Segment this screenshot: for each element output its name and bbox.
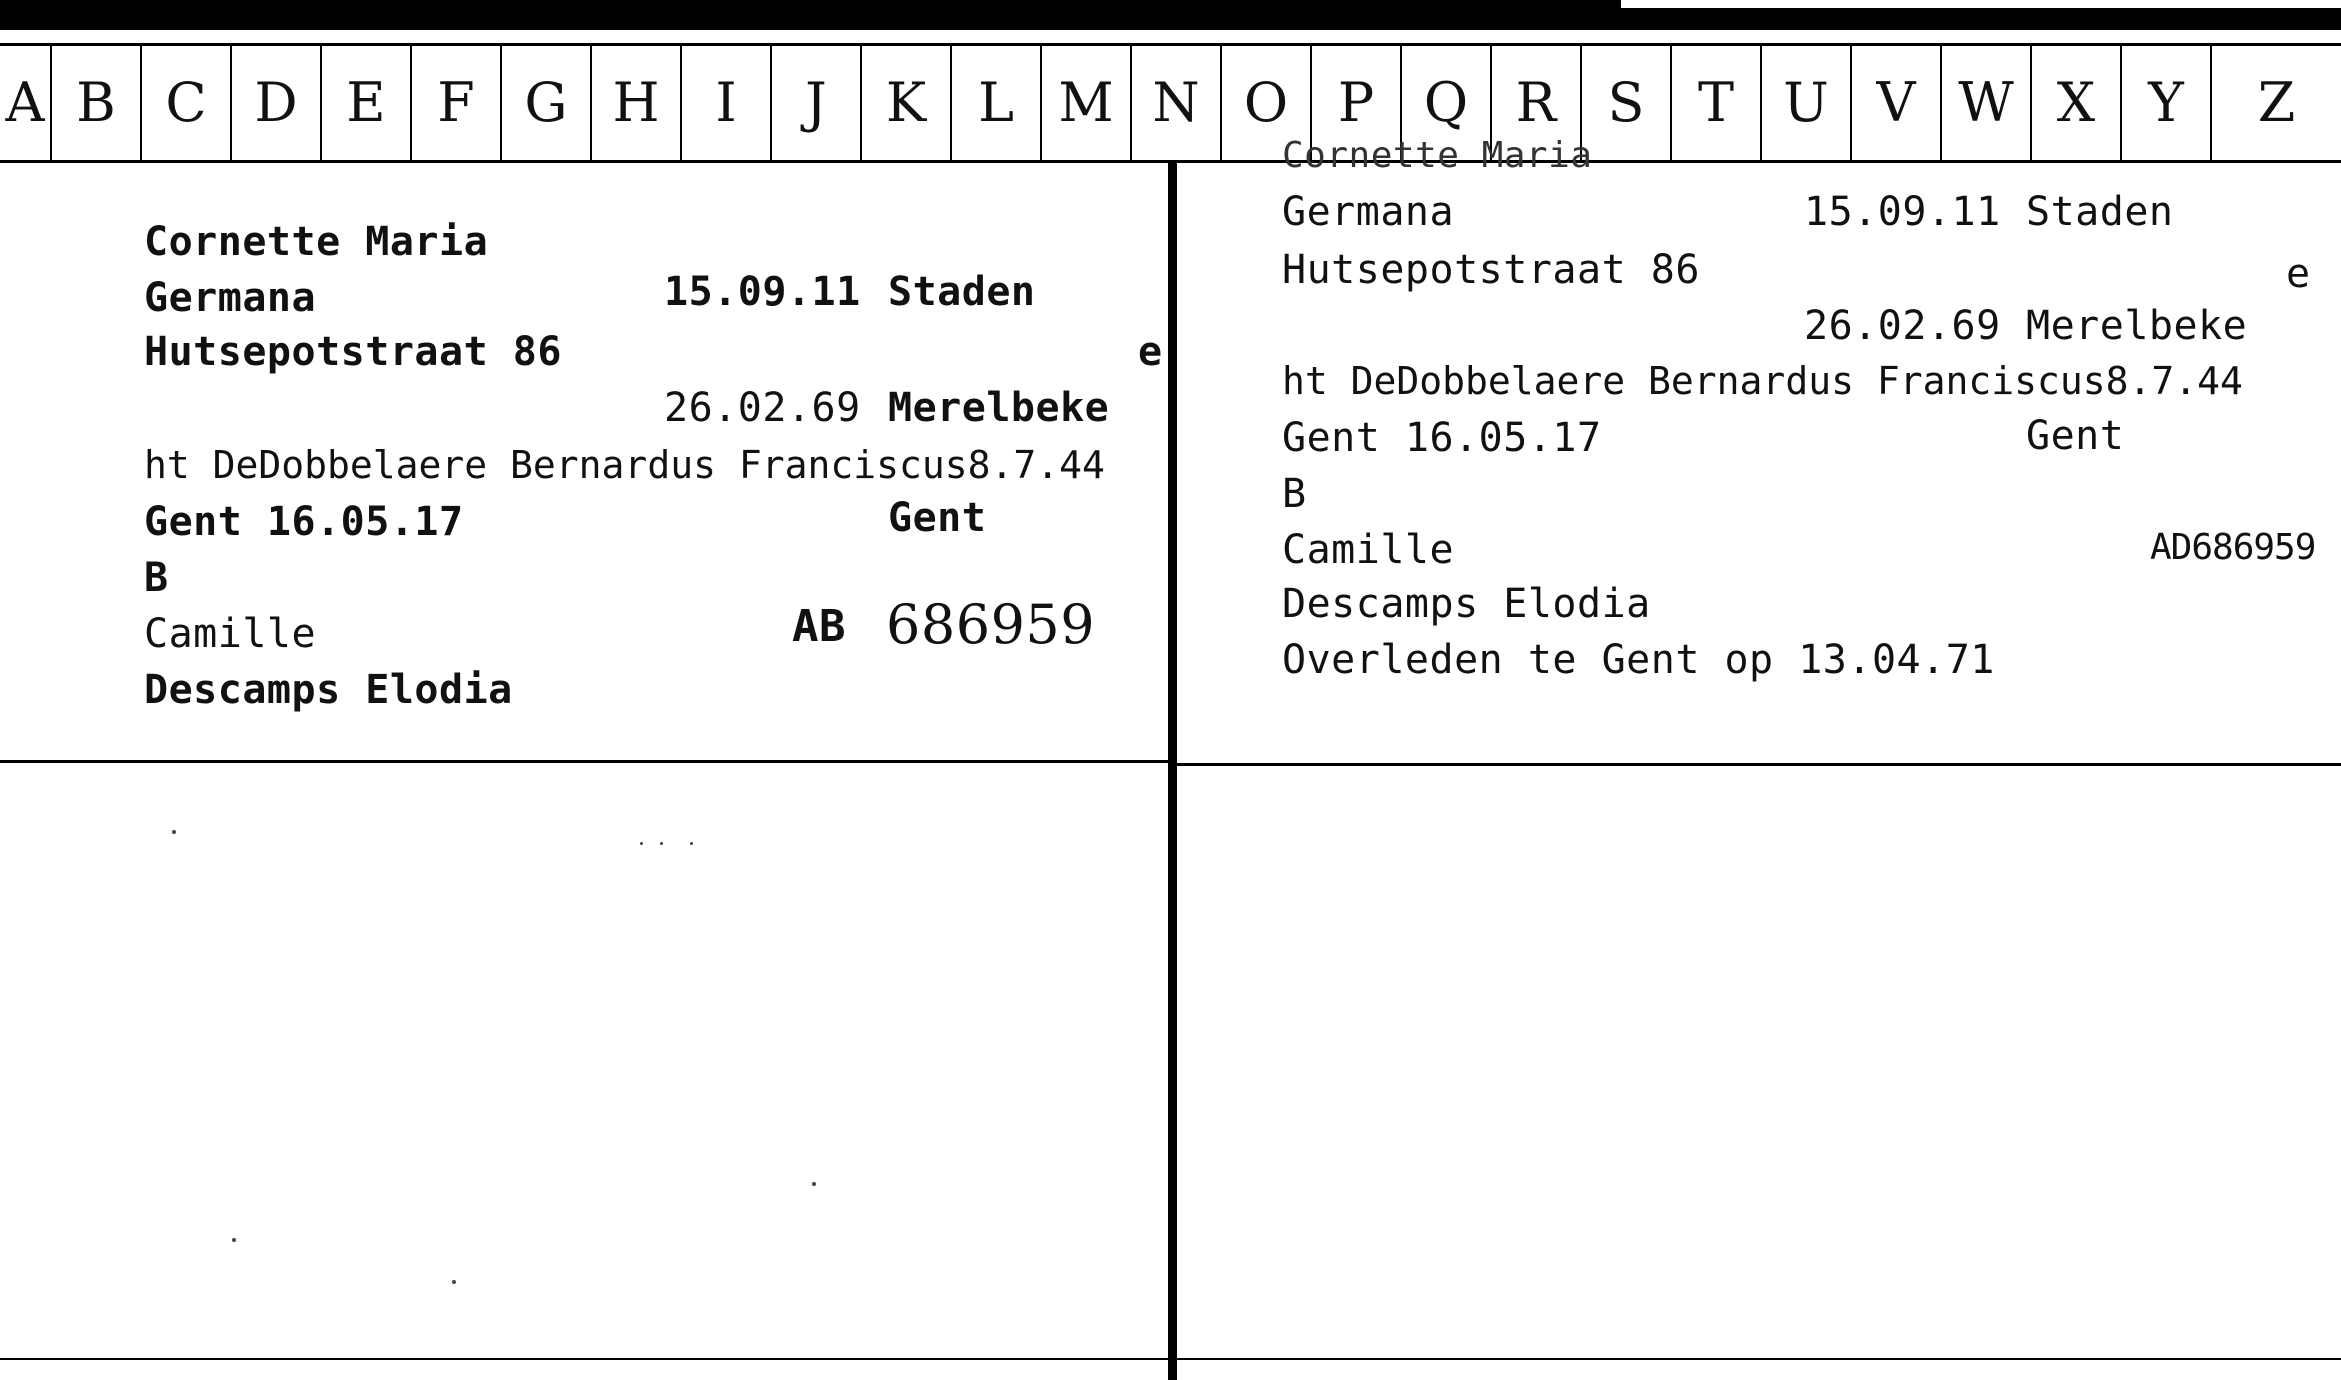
- scan-speck: [640, 842, 643, 845]
- index-letter-m: M: [1042, 46, 1132, 160]
- index-letter-q: Q: [1402, 46, 1492, 160]
- alphabet-index-strip: [0, 43, 2341, 163]
- left-father: Camille: [144, 611, 317, 657]
- right-name-line1: Cornette Maria: [1282, 135, 1593, 176]
- index-letter-t: T: [1672, 46, 1762, 160]
- scan-speck: [660, 842, 663, 845]
- index-letter-a: A: [0, 46, 52, 160]
- scan-speck: [690, 842, 693, 845]
- left-card-bottom-line: [0, 760, 1168, 763]
- left-birth-date: 15.09.11: [664, 269, 861, 315]
- right-address: Hutsepotstraat 86: [1282, 247, 1700, 293]
- left-spouse-birth: Gent 16.05.17: [144, 499, 464, 545]
- left-birth-place: Staden: [888, 269, 1036, 315]
- index-letter-k: K: [862, 46, 952, 160]
- right-mother: Descamps Elodia: [1282, 581, 1651, 627]
- index-letter-x: X: [2032, 46, 2122, 160]
- scan-speck: [172, 830, 176, 834]
- right-name-line2: Germana: [1282, 189, 1455, 235]
- index-letter-c: C: [142, 46, 232, 160]
- right-father: Camille: [1282, 527, 1455, 573]
- left-reg-place: Merelbeke: [888, 385, 1110, 431]
- left-id-number: 686959: [886, 593, 1096, 656]
- scan-speck: [812, 1182, 816, 1186]
- lower-left-line: [0, 1358, 1168, 1360]
- card-divider: [1168, 163, 1177, 1380]
- index-letter-i: I: [682, 46, 772, 160]
- right-birth-date: 15.09.11: [1804, 189, 2001, 235]
- left-name-line2: Germana: [144, 275, 317, 321]
- left-letter: B: [144, 555, 169, 601]
- index-letter-j: J: [772, 46, 862, 160]
- top-band-gap: [1621, 0, 2341, 8]
- right-spouse-birth-place: Gent: [2026, 413, 2125, 459]
- index-letter-v: V: [1852, 46, 1942, 160]
- index-letter-p: P: [1312, 46, 1402, 160]
- right-id-code: AD686959: [2150, 527, 2316, 568]
- index-letter-e: E: [322, 46, 412, 160]
- right-spouse-birth: Gent 16.05.17: [1282, 415, 1602, 461]
- index-letter-r: R: [1492, 46, 1582, 160]
- scan-speck: [452, 1280, 456, 1284]
- index-letter-g: G: [502, 46, 592, 160]
- index-letter-z: Z: [2257, 71, 2296, 134]
- index-letter-w: W: [1942, 46, 2032, 160]
- right-reg-place: Merelbeke: [2026, 303, 2248, 349]
- scan-speck: [232, 1238, 236, 1242]
- index-letter-b: B: [52, 46, 142, 160]
- index-letter-n: N: [1132, 46, 1222, 160]
- left-name-line1: Cornette Maria: [144, 219, 489, 265]
- right-letter: B: [1282, 471, 1307, 517]
- left-mother: Descamps Elodia: [144, 667, 513, 713]
- index-letter-f: F: [412, 46, 502, 160]
- right-birth-place: Staden: [2026, 189, 2174, 235]
- left-spouse-birth-place: Gent: [888, 495, 987, 541]
- index-letter-l: L: [952, 46, 1042, 160]
- left-marker: e: [1138, 329, 1163, 375]
- index-letter-s: S: [1582, 46, 1672, 160]
- left-spouse-line: ht DeDobbelaere Bernardus Franciscus8.7.44: [144, 443, 1105, 487]
- index-letter-o: O: [1222, 46, 1312, 160]
- right-spouse-line: ht DeDobbelaere Bernardus Franciscus8.7.44: [1282, 359, 2243, 403]
- left-id-prefix: AB: [792, 601, 846, 652]
- left-address: Hutsepotstraat 86: [144, 329, 562, 375]
- right-card-bottom-line: [1177, 763, 2341, 766]
- index-letter-y: Y: [2122, 46, 2212, 160]
- index-letter-u: U: [1762, 46, 1852, 160]
- lower-right-line: [1177, 1358, 2341, 1360]
- right-reg-date: 26.02.69: [1804, 303, 2001, 349]
- right-marker: e: [2286, 251, 2311, 297]
- left-reg-date: 26.02.69: [664, 385, 861, 431]
- index-letter-h: H: [592, 46, 682, 160]
- index-letter-d: D: [232, 46, 322, 160]
- right-death-note: Overleden te Gent op 13.04.71: [1282, 637, 1995, 683]
